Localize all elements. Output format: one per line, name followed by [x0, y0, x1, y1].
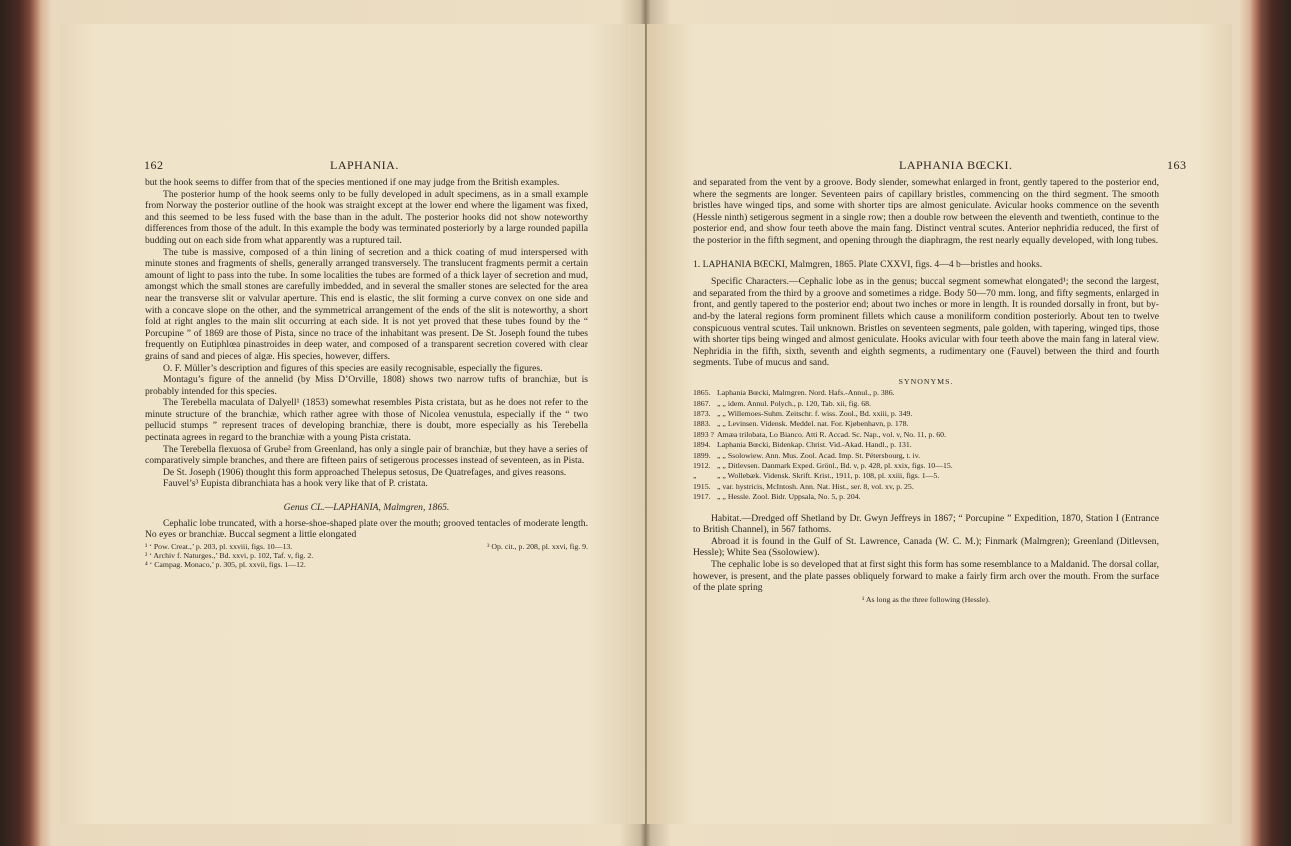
paragraph: The cephalic lobe is so developed that at first sight this form has some resemblance to a Maldanid. The dorsal collar, however, is present, and the plate passes obliquely forward to make a fairly firm arch over the mouth. From the surface of the plate spring — [693, 558, 1159, 594]
left-page — [60, 24, 645, 824]
right-page — [647, 24, 1232, 824]
paragraph: Montagu’s figure of the annelid (by Miss D’Orville, 1808) shows two narrow tufts of branchiæ, but is probably intended for this species. — [145, 374, 588, 397]
footnote: ² ‘ Archiv f. Naturges.,’ Bd. xxvi, p. 102, Taf. v, fig. 2. — [145, 551, 314, 561]
paragraph: De St. Joseph (1906) thought this form approached Thelepus setosus, De Quatrefages, and gives reasons. — [163, 466, 567, 478]
synonym-text: „ „ Levinsen. Vidensk. Meddel. nat. For. Kjøbenhavn, p. 178. — [717, 419, 909, 429]
synonym-year: 1883. — [693, 419, 711, 429]
left-text-block — [145, 177, 588, 569]
synonym-year: 1873. — [693, 408, 711, 418]
synonym-year: 1915. — [693, 481, 711, 491]
running-head-left: LAPHANIA. — [330, 158, 399, 172]
paragraph: The tube is massive, composed of a thin lining of secretion and a thick coating of mud interspersed with minute stones and fragments of shells, generally arranged transversely. The translucent fragments permit a certain amount of light to pass into the tube. In some localities the tubes are formed of a thick layer of secretion and mud, amongst which the small stones are carefully imbedded, and in several the smaller stones are selected for the area near the transverse slit or valvular aperture. This end is elastic, the slit forming a curve convex on one side and with a concave slope on the other, and the symmetrical arrangement of the ends of the slit is noteworthy, a short fold at right angles to the main slit occurring at each side. It is not yet proved that these tubes found by the “ Porcupine ” of 1869 are those of Pista, since no trace of the inhabitant was present. De St. Joseph found the tubes frequently on Eutiphlœa pinastroides in deep water, and composed of a transparent secretion covered with clear grains of sand and pieces of algæ. His species, however, differs. — [145, 246, 588, 362]
specific-characters: Specific Characters.—Cephalic lobe as in the genus; buccal segment somewhat elongated¹; the second the largest, and separated from the third by a groove and sometimes a ridge. Body 50—70 mm. long, and fifty segments, enlarged in front, and gently tapered to the posterior end; about two inches or more in length. It is rounded dorsally in front, but by-and-by the lateral regions form prominent fillets which cause a moniliform condition posteriorly. About ten to twelve conspicuous ventral scutes. Tail unknown. Bristles on seventeen segments, pale golden, with tapering, winged tips, those with shorter tips being winged and almost geniculate. Hooks avicular with four teeth above the main fang in lateral view. Nephridia in the fifth, sixth, seventh and eighth segments, a rudimentary one (Fauvel) between the third and fourth segments. Tube of mucus and sand. — [693, 276, 1159, 369]
footnote: ⁴ ‘ Campag. Monaco,’ p. 305, pl. xxvii, figs. 1—12. — [145, 560, 306, 570]
synonym-row — [693, 388, 1159, 398]
synonym-text: „ „ Ditlevsen. Danmark Exped. Grönl., Bd. v, p. 428, pl. xxix, figs. 10—15. — [717, 460, 953, 470]
synonym-row — [693, 492, 1159, 502]
species-heading: 1. LAPHANIA BŒCKI, Malmgren, 1865. Plate CXXVI, figs. 4—4 b—bristles and hooks. — [693, 258, 1043, 270]
habitat-paragraph: Habitat.—Dredged off Shetland by Dr. Gwyn Jeffreys in 1867; “ Porcupine ” Expedition, 1870, Station I (Entrance to British Channel), in 567 fathoms. — [693, 512, 1159, 536]
paragraph: Fauvel’s³ Eupista dibranchiata has a hook very like that of P. cristata. — [163, 478, 428, 490]
page-number-right: 163 — [1167, 158, 1187, 172]
synonym-row — [693, 419, 1159, 429]
paragraph: The posterior hump of the hook seems only to be fully developed in adult specimens, as in a small example from Norway the posterior outline of the hook was straight except at the lower end where the ligament was fixed, and this seemed to be less fused with the base than in the adult. The posterior hooks did not show noteworthy differences from those of the adult. In this example the body was terminated posteriorly by a large rounded papilla budding out on each side from what apparently was a ruptured tail. — [145, 188, 588, 246]
synonym-year: 1899. — [693, 450, 711, 460]
synonym-year: 1917. — [693, 492, 711, 502]
synonym-text: „ „ Wollebæk. Vidensk. Skrift. Krist., 1911, p. 108, pl. xxiii, figs. 1—5. — [717, 471, 940, 481]
synonym-year: 1865. — [693, 388, 711, 398]
synonym-text: „ „ Willemoes-Suhm. Zeitschr. f. wiss. Zool., Bd. xxiii, p. 349. — [717, 408, 913, 418]
synonym-row — [693, 451, 1159, 461]
footnote: ¹ ‘ Pow. Creat.,’ p. 203, pl. xxviii, figs. 10—13. — [145, 541, 293, 551]
synonym-text: Amæa trilobata, Lo Bianco. Atti R. Accad. Sc. Nap., vol. v, No. 11, p. 60. — [717, 429, 946, 439]
synonym-year: 1894. — [693, 440, 711, 450]
synonyms-heading: SYNONYMS. — [898, 376, 954, 386]
genus-paragraph: Cephalic lobe truncated, with a horse-shoe-shaped plate over the mouth; grooved tentacles of moderate length. No eyes or branchiæ. Buccal segment a little elongated — [145, 517, 588, 541]
paragraph: The Terebella maculata of Dalyell¹ (1853) somewhat resembles Pista cristata, but as he does not refer to the minute structure of the branchiæ, which rather agree with those of Nicolea venustula, especially if the “ two pellucid stumps ” represent traces of developing branchiæ, there is doubt, more especially as his Terebella pectinata agrees in regard to the branchiæ with a young Pista cristata. — [145, 397, 588, 444]
synonym-row — [693, 399, 1159, 409]
paragraph: O. F. Müller’s description and figures of this species are easily recognisable, especially the figures. — [163, 362, 543, 374]
paragraph: Abroad it is found in the Gulf of St. Lawrence, Canada (W. C. M.); Finmark (Malmgren); Greenland (Ditlevsen, Hessle); White Sea (Ssolowiew). — [693, 535, 1159, 559]
synonym-text: Laphania Bœcki, Malmgren. Nord. Hafs.-Annul., p. 386. — [717, 388, 895, 398]
synonyms-list — [693, 388, 1159, 502]
synonym-row — [693, 430, 1159, 440]
synonym-row — [693, 471, 1159, 481]
synonym-year: „ — [693, 471, 697, 481]
right-text-block — [693, 177, 1159, 604]
paragraph: but the hook seems to differ from that of the species mentioned if one may judge from the British examples. — [145, 177, 560, 188]
synonym-text: „ var. hystricis, McIntosh. Ann. Nat. Hist., ser. 8, vol. xv, p. 25. — [717, 481, 914, 491]
synonym-row — [693, 482, 1159, 492]
footnote-row — [145, 542, 588, 551]
synonym-text: „ „ Hessle. Zool. Bidr. Uppsala, No. 5, p. 204. — [717, 492, 861, 502]
synonym-year: 1912. — [693, 460, 711, 470]
synonym-text: „ „ idem. Annul. Polych., p. 120, Tab. xii, fig. 68. — [717, 398, 871, 408]
running-head-right: LAPHANIA BŒCKI. — [899, 158, 1013, 172]
footnote: ³ Op. cit., p. 208, pl. xxvi, fig. 9. — [487, 541, 588, 551]
synonym-row — [693, 440, 1159, 450]
paragraph: The Terebella flexuosa of Grube² from Greenland, has only a single pair of branchiæ, but they have a series of comparatively simple branches, and there are fifteen pairs of setigerous processes instead of seventeen, as in Pista. — [145, 443, 588, 467]
footnote: ¹ As long as the three following (Hessle). — [862, 594, 990, 604]
synonym-year: 1867. — [693, 398, 711, 408]
page-number-left: 162 — [144, 158, 164, 172]
synonym-text: „ „ Ssolowiew. Ann. Mus. Zool. Acad. Imp. St. Pétersbourg, t. iv. — [717, 450, 921, 460]
paragraph: and separated from the vent by a groove. Body slender, somewhat enlarged in front, gently tapered to the posterior end, where the segments are longer. Seventeen pairs of capillary bristles, commencing on the third segment. The smooth bristles have winged tips, and some with shorter tips are almost geniculate. Avicular hooks commence on the seventh (Hessle ninth) setigerous segment in a single row; then a double row between the eleventh and twentieth, continue to the posterior end, and show four teeth above the main fang. Distinct ventral scutes. Anterior nephridia reduced, the first of the posterior in the fifth segment, and opening through the diaphragm, the rest nearly equally developed, with long tubes. — [693, 177, 1159, 246]
synonym-year: 1893 ? — [693, 429, 715, 439]
synonym-row — [693, 409, 1159, 419]
genus-heading: Genus CL.—LAPHANIA, Malmgren, 1865. — [283, 502, 450, 514]
synonym-text: Laphania Bœcki, Bidenkap. Christ. Vid.-Akad. Handl., p. 131. — [717, 440, 912, 450]
synonym-row — [693, 461, 1159, 471]
